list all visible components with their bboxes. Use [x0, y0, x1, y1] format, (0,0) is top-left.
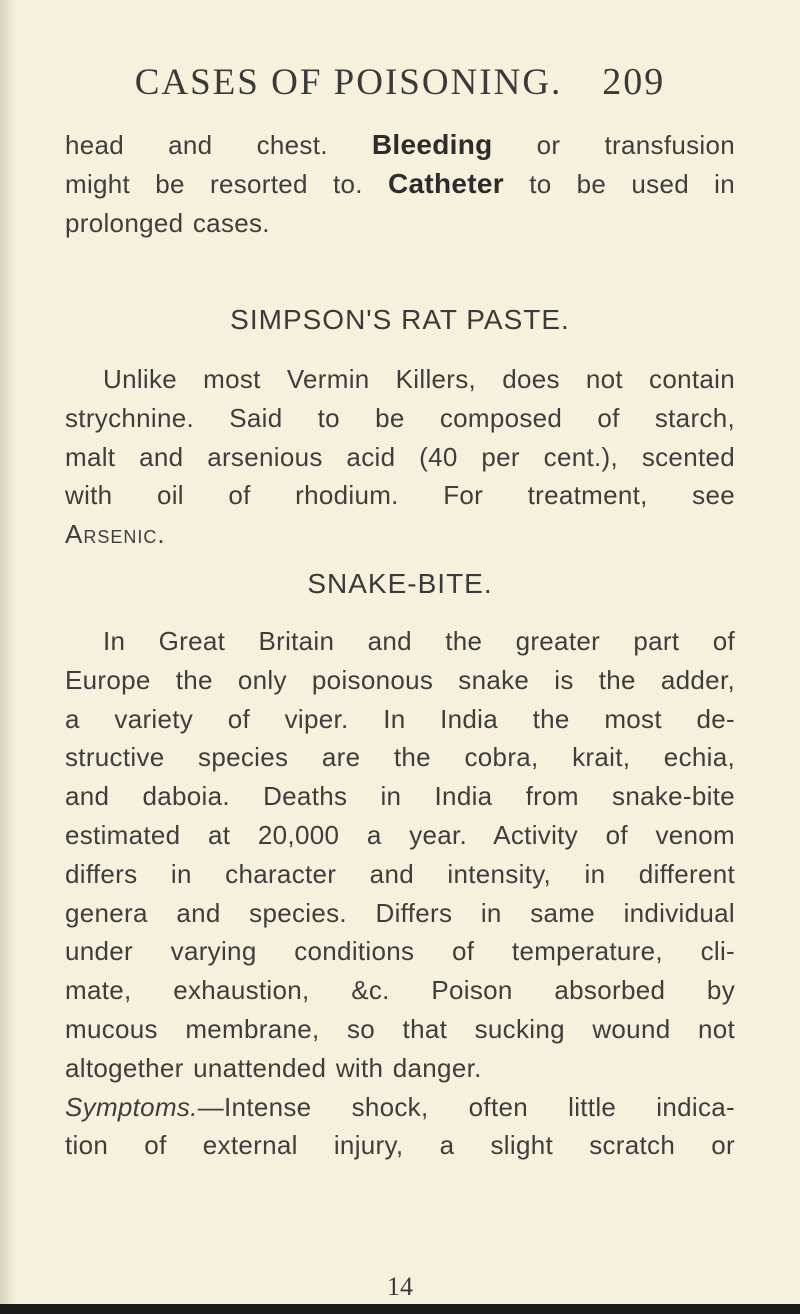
text-run: —Intense shock, often little indica-	[197, 1091, 735, 1122]
text-line: strychnine. Said to be composed of starch,	[65, 402, 735, 433]
page-bottom-edge	[0, 1304, 800, 1314]
text-line	[65, 165, 735, 204]
running-header	[0, 60, 800, 104]
text-line: genera and species. Differs in same individual	[65, 897, 735, 928]
page-number: 209	[602, 61, 666, 103]
text-line: mate, exhaustion, &c. Poison absorbed by	[65, 975, 735, 1006]
text-line: mucous membrane, so that sucking wound not	[65, 1013, 735, 1044]
bold-term-bleeding: Bleeding	[371, 129, 493, 160]
text-run: to be used in	[529, 168, 735, 199]
text-line: structive species are the cobra, krait, echia,	[65, 742, 735, 773]
cross-reference-arsenic: Arsenic.	[65, 519, 166, 550]
text-line: prolonged cases.	[65, 207, 270, 238]
snake-bite-paragraph	[65, 622, 735, 1165]
intro-paragraph	[65, 126, 735, 242]
text-line: with oil of rhodium. For treatment, see	[65, 480, 735, 511]
text-line: a variety of viper. In India the most de-	[65, 703, 735, 734]
text-run: or transfusion	[536, 130, 735, 160]
text-line: In Great Britain and the greater part of	[103, 626, 735, 656]
symptoms-label: Symptoms.	[65, 1091, 198, 1122]
text-line: altogether unattended with danger.	[65, 1052, 482, 1083]
signature-mark: 14	[387, 1272, 413, 1301]
text-line: malt and arsenious acid (40 per cent.), scented	[65, 441, 735, 472]
section-heading-snake-bite: SNAKE-BITE.	[307, 568, 493, 599]
text-line	[65, 126, 735, 165]
bold-term-catheter: Catheter	[387, 167, 504, 199]
text-line: tion of external injury, a slight scratch or	[65, 1130, 735, 1161]
rat-paste-paragraph	[65, 360, 735, 554]
text-line: under varying conditions of temperature, cli-	[65, 936, 735, 967]
text-line: differs in character and intensity, in different	[65, 858, 735, 889]
text-line: Europe the only poisonous snake is the adder,	[65, 664, 735, 695]
section-heading-rat-paste: SIMPSON'S RAT PASTE.	[230, 304, 570, 335]
text-line	[65, 1088, 735, 1127]
text-run: might be resorted to.	[65, 168, 363, 199]
header-title: CASES OF POISONING.	[134, 62, 563, 103]
text-line: estimated at 20,000 a year. Activity of venom	[65, 819, 735, 850]
page-edge-shadow	[0, 0, 16, 1314]
text-run: head and chest.	[65, 130, 328, 160]
text-line: Unlike most Vermin Killers, does not contain	[103, 364, 735, 394]
text-line: and daboia. Deaths in India from snake-bite	[65, 781, 735, 812]
